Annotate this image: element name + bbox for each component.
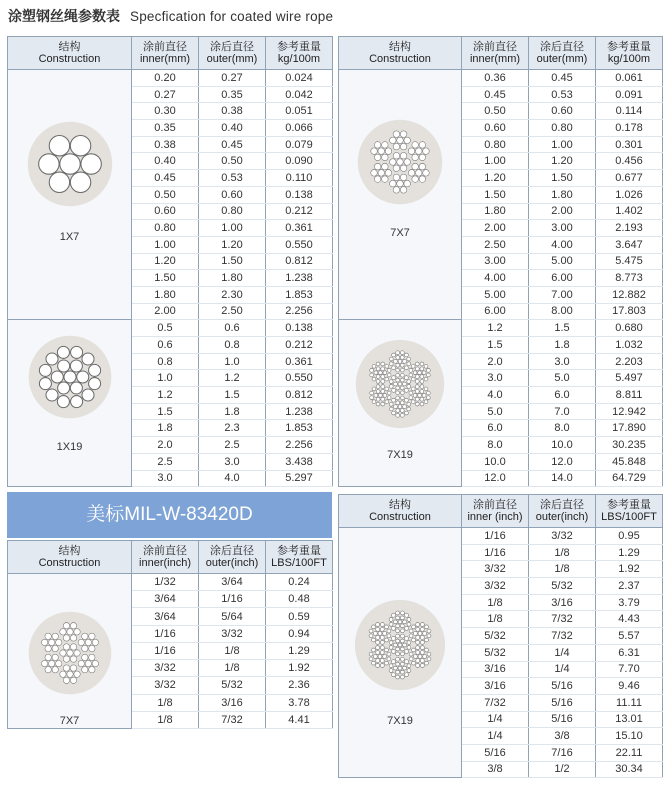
weight-cell: 0.079 [266, 136, 333, 153]
construction-cell [8, 574, 132, 729]
outer-diameter-cell: 1.50 [199, 253, 266, 270]
table-row [8, 574, 333, 591]
title-en: Specfication for coated wire rope [130, 9, 334, 24]
col-inner: 涂前直径 inner(inch) [132, 541, 199, 574]
rope-cross-section-icon [356, 118, 444, 206]
outer-diameter-cell: 7/16 [529, 744, 596, 761]
outer-diameter-cell: 3/64 [199, 574, 266, 591]
weight-cell: 0.178 [596, 120, 663, 137]
inner-diameter-cell: 5.00 [462, 286, 529, 303]
inner-diameter-cell: 3.0 [462, 370, 529, 387]
metric-table-left [7, 36, 333, 487]
inner-diameter-cell: 1/8 [462, 594, 529, 611]
outer-diameter-cell: 6.00 [529, 270, 596, 287]
outer-diameter-cell: 5.00 [529, 253, 596, 270]
construction-label: 7X7 [59, 715, 80, 727]
col-outer: 涂后直径 outer(mm) [529, 37, 596, 70]
table-header-row [339, 37, 663, 70]
outer-diameter-cell: 0.53 [199, 170, 266, 187]
outer-diameter-cell: 7.00 [529, 286, 596, 303]
weight-cell: 1.29 [596, 544, 663, 561]
inner-diameter-cell: 4.0 [462, 387, 529, 404]
weight-cell: 0.051 [266, 103, 333, 120]
rope-cross-section-icon [354, 338, 446, 430]
outer-diameter-cell: 7/32 [199, 711, 266, 728]
outer-diameter-cell: 1/16 [199, 591, 266, 608]
outer-diameter-cell: 1.2 [199, 370, 266, 387]
outer-diameter-cell: 8.0 [529, 420, 596, 437]
weight-cell: 1.402 [596, 203, 663, 220]
rope-cross-section-icon [27, 610, 113, 696]
weight-cell: 6.31 [596, 644, 663, 661]
weight-cell: 0.024 [266, 70, 333, 87]
inner-diameter-cell: 1/8 [132, 694, 199, 711]
inner-diameter-cell: 1.2 [132, 387, 199, 404]
rope-cross-section-icon [27, 334, 113, 420]
inner-diameter-cell: 1.20 [462, 170, 529, 187]
weight-cell: 2.193 [596, 220, 663, 237]
weight-cell: 0.677 [596, 170, 663, 187]
outer-diameter-cell: 6.0 [529, 387, 596, 404]
inner-diameter-cell: 1.00 [462, 153, 529, 170]
inner-diameter-cell: 3/64 [132, 591, 199, 608]
outer-diameter-cell: 1.20 [199, 236, 266, 253]
outer-diameter-cell: 1/8 [529, 561, 596, 578]
inner-diameter-cell: 5/32 [462, 644, 529, 661]
weight-cell: 0.361 [266, 353, 333, 370]
inner-diameter-cell: 3/16 [462, 661, 529, 678]
weight-cell: 2.36 [266, 677, 333, 694]
weight-cell: 13.01 [596, 711, 663, 728]
inner-diameter-cell: 10.0 [462, 453, 529, 470]
weight-cell: 1.92 [266, 660, 333, 677]
weight-cell: 0.090 [266, 153, 333, 170]
weight-cell: 3.79 [596, 594, 663, 611]
us-table-7x7 [7, 540, 333, 729]
weight-cell: 45.848 [596, 453, 663, 470]
weight-cell: 5.497 [596, 370, 663, 387]
inner-diameter-cell: 0.8 [132, 353, 199, 370]
outer-diameter-cell: 1/2 [529, 761, 596, 778]
weight-cell: 0.456 [596, 153, 663, 170]
weight-cell: 5.475 [596, 253, 663, 270]
inner-diameter-cell: 3.00 [462, 253, 529, 270]
weight-cell: 0.110 [266, 170, 333, 187]
inner-diameter-cell: 1.5 [462, 337, 529, 354]
table-row [8, 70, 333, 87]
col-inner: 涂前直径 inner(mm) [132, 37, 199, 70]
inner-diameter-cell: 0.30 [132, 103, 199, 120]
weight-cell: 0.212 [266, 337, 333, 354]
weight-cell: 2.37 [596, 578, 663, 595]
weight-cell: 22.11 [596, 744, 663, 761]
metric-table-right [338, 36, 663, 487]
weight-cell: 3.438 [266, 453, 333, 470]
us-table-7x19 [338, 494, 663, 778]
inner-diameter-cell: 5.0 [462, 403, 529, 420]
inner-diameter-cell: 0.35 [132, 120, 199, 137]
col-outer: 涂后直径 outer(inch) [529, 495, 596, 528]
inner-diameter-cell: 0.50 [462, 103, 529, 120]
inner-diameter-cell: 3/64 [132, 608, 199, 625]
table-header-row [8, 541, 333, 574]
inner-diameter-cell: 6.00 [462, 303, 529, 320]
outer-diameter-cell: 7.0 [529, 403, 596, 420]
outer-diameter-cell: 1/8 [199, 642, 266, 659]
outer-diameter-cell: 0.45 [199, 136, 266, 153]
inner-diameter-cell: 0.20 [132, 70, 199, 87]
inner-diameter-cell: 1.0 [132, 370, 199, 387]
weight-cell: 1.238 [266, 270, 333, 287]
outer-diameter-cell: 5/16 [529, 694, 596, 711]
table-row [8, 320, 333, 337]
weight-cell: 30.34 [596, 761, 663, 778]
inner-diameter-cell: 2.00 [132, 303, 199, 320]
outer-diameter-cell: 5/64 [199, 608, 266, 625]
title-cn: 涂塑钢丝绳参数表 [8, 8, 120, 24]
outer-diameter-cell: 0.80 [199, 203, 266, 220]
col-construction: 结构 Construction [8, 37, 132, 70]
construction-label: 7X19 [387, 449, 413, 462]
outer-diameter-cell: 1.00 [199, 220, 266, 237]
construction-cell [8, 320, 132, 487]
inner-diameter-cell: 3/32 [132, 677, 199, 694]
weight-cell: 2.203 [596, 353, 663, 370]
weight-cell: 0.212 [266, 203, 333, 220]
weight-cell: 15.10 [596, 728, 663, 745]
inner-diameter-cell: 3.0 [132, 470, 199, 487]
weight-cell: 0.138 [266, 320, 333, 337]
weight-cell: 0.550 [266, 370, 333, 387]
rope-cross-section-icon [353, 598, 447, 692]
outer-diameter-cell: 2.00 [529, 203, 596, 220]
inner-diameter-cell: 0.45 [462, 86, 529, 103]
outer-diameter-cell: 5/16 [529, 678, 596, 695]
outer-diameter-cell: 12.0 [529, 453, 596, 470]
outer-diameter-cell: 3/32 [199, 625, 266, 642]
outer-diameter-cell: 1/4 [529, 644, 596, 661]
inner-diameter-cell: 0.60 [462, 120, 529, 137]
weight-cell: 1.026 [596, 186, 663, 203]
inner-diameter-cell: 0.80 [132, 220, 199, 237]
weight-cell: 0.24 [266, 574, 333, 591]
inner-diameter-cell: 4.00 [462, 270, 529, 287]
col-weight: 参考重量 kg/100m [266, 37, 333, 70]
inner-diameter-cell: 1/16 [132, 625, 199, 642]
inner-diameter-cell: 0.38 [132, 136, 199, 153]
weight-cell: 1.29 [266, 642, 333, 659]
inner-diameter-cell: 0.27 [132, 86, 199, 103]
outer-diameter-cell: 3/32 [529, 528, 596, 545]
outer-diameter-cell: 1/8 [199, 660, 266, 677]
outer-diameter-cell: 0.60 [199, 186, 266, 203]
table-header-row [8, 37, 333, 70]
construction-label: 7X19 [387, 715, 413, 727]
inner-diameter-cell: 1/4 [462, 728, 529, 745]
inner-diameter-cell: 3/16 [462, 678, 529, 695]
outer-diameter-cell: 4.0 [199, 470, 266, 487]
weight-cell: 0.812 [266, 253, 333, 270]
weight-cell: 0.94 [266, 625, 333, 642]
weight-cell: 0.48 [266, 591, 333, 608]
inner-diameter-cell: 1.80 [462, 203, 529, 220]
col-weight: 参考重量 kg/100m [596, 37, 663, 70]
inner-diameter-cell: 3/32 [132, 660, 199, 677]
inner-diameter-cell: 0.50 [132, 186, 199, 203]
inner-diameter-cell: 3/8 [462, 761, 529, 778]
weight-cell: 0.114 [596, 103, 663, 120]
col-weight: 参考重量 LBS/100FT [596, 495, 663, 528]
weight-cell: 0.301 [596, 136, 663, 153]
weight-cell: 12.882 [596, 286, 663, 303]
table-row [339, 70, 663, 87]
outer-diameter-cell: 1.8 [199, 403, 266, 420]
weight-cell: 2.256 [266, 303, 333, 320]
weight-cell: 4.41 [266, 711, 333, 728]
weight-cell: 12.942 [596, 403, 663, 420]
weight-cell: 1.853 [266, 286, 333, 303]
weight-cell: 64.729 [596, 470, 663, 487]
outer-diameter-cell: 4.00 [529, 236, 596, 253]
outer-diameter-cell: 14.0 [529, 470, 596, 487]
inner-diameter-cell: 1/16 [462, 544, 529, 561]
col-outer: 涂后直径 outer(mm) [199, 37, 266, 70]
inner-diameter-cell: 0.6 [132, 337, 199, 354]
outer-diameter-cell: 3.0 [199, 453, 266, 470]
outer-diameter-cell: 7/32 [529, 611, 596, 628]
inner-diameter-cell: 1/32 [132, 574, 199, 591]
col-construction: 结构 Construction [339, 495, 462, 528]
col-inner: 涂前直径 inner(mm) [462, 37, 529, 70]
outer-diameter-cell: 1.5 [529, 320, 596, 337]
outer-diameter-cell: 1.80 [529, 186, 596, 203]
inner-diameter-cell: 7/32 [462, 694, 529, 711]
outer-diameter-cell: 0.60 [529, 103, 596, 120]
weight-cell: 1.92 [596, 561, 663, 578]
inner-diameter-cell: 0.36 [462, 70, 529, 87]
outer-diameter-cell: 0.27 [199, 70, 266, 87]
outer-diameter-cell: 3/16 [199, 694, 266, 711]
weight-cell: 0.361 [266, 220, 333, 237]
inner-diameter-cell: 0.40 [132, 153, 199, 170]
table-row [339, 528, 663, 545]
outer-diameter-cell: 2.30 [199, 286, 266, 303]
outer-diameter-cell: 1.20 [529, 153, 596, 170]
inner-diameter-cell: 0.45 [132, 170, 199, 187]
outer-diameter-cell: 5/32 [199, 677, 266, 694]
weight-cell: 11.11 [596, 694, 663, 711]
weight-cell: 0.812 [266, 387, 333, 404]
inner-diameter-cell: 1.8 [132, 420, 199, 437]
outer-diameter-cell: 8.00 [529, 303, 596, 320]
col-outer: 涂后直径 outer(inch) [199, 541, 266, 574]
outer-diameter-cell: 0.35 [199, 86, 266, 103]
inner-diameter-cell: 12.0 [462, 470, 529, 487]
col-construction: 结构 Construction [339, 37, 462, 70]
inner-diameter-cell: 8.0 [462, 437, 529, 454]
inner-diameter-cell: 1.50 [462, 186, 529, 203]
inner-diameter-cell: 1/8 [132, 711, 199, 728]
outer-diameter-cell: 7/32 [529, 628, 596, 645]
weight-cell: 7.70 [596, 661, 663, 678]
construction-label: 1X19 [56, 441, 83, 454]
outer-diameter-cell: 0.38 [199, 103, 266, 120]
inner-diameter-cell: 0.60 [132, 203, 199, 220]
outer-diameter-cell: 5/32 [529, 578, 596, 595]
outer-diameter-cell: 1/4 [529, 661, 596, 678]
construction-label: 1X7 [59, 231, 80, 243]
inner-diameter-cell: 3/32 [462, 578, 529, 595]
construction-cell [339, 70, 462, 320]
weight-cell: 8.773 [596, 270, 663, 287]
outer-diameter-cell: 1.0 [199, 353, 266, 370]
outer-diameter-cell: 0.45 [529, 70, 596, 87]
weight-cell: 2.256 [266, 437, 333, 454]
construction-label: 7X7 [390, 227, 410, 239]
outer-diameter-cell: 1.8 [529, 337, 596, 354]
weight-cell: 9.46 [596, 678, 663, 695]
outer-diameter-cell: 1.80 [199, 270, 266, 287]
weight-cell: 1.032 [596, 337, 663, 354]
weight-cell: 0.091 [596, 86, 663, 103]
us-standard-banner: 美标MIL-W-83420D [7, 492, 332, 538]
weight-cell: 0.680 [596, 320, 663, 337]
inner-diameter-cell: 1/8 [462, 611, 529, 628]
outer-diameter-cell: 2.5 [199, 437, 266, 454]
outer-diameter-cell: 5/16 [529, 711, 596, 728]
rope-cross-section-icon [26, 120, 114, 208]
outer-diameter-cell: 3.00 [529, 220, 596, 237]
weight-cell: 1.238 [266, 403, 333, 420]
weight-cell: 0.138 [266, 186, 333, 203]
inner-diameter-cell: 1/4 [462, 711, 529, 728]
inner-diameter-cell: 2.0 [462, 353, 529, 370]
weight-cell: 30.235 [596, 437, 663, 454]
outer-diameter-cell: 5.0 [529, 370, 596, 387]
weight-cell: 0.59 [266, 608, 333, 625]
weight-cell: 1.853 [266, 420, 333, 437]
outer-diameter-cell: 0.53 [529, 86, 596, 103]
inner-diameter-cell: 2.0 [132, 437, 199, 454]
weight-cell: 3.647 [596, 236, 663, 253]
outer-diameter-cell: 2.50 [199, 303, 266, 320]
inner-diameter-cell: 5/32 [462, 628, 529, 645]
outer-diameter-cell: 1/8 [529, 544, 596, 561]
col-construction: 结构 Construction [8, 541, 132, 574]
construction-cell [339, 528, 462, 778]
inner-diameter-cell: 6.0 [462, 420, 529, 437]
weight-cell: 0.95 [596, 528, 663, 545]
inner-diameter-cell: 2.00 [462, 220, 529, 237]
outer-diameter-cell: 0.80 [529, 120, 596, 137]
inner-diameter-cell: 0.80 [462, 136, 529, 153]
table-row [339, 320, 663, 337]
outer-diameter-cell: 0.40 [199, 120, 266, 137]
weight-cell: 3.78 [266, 694, 333, 711]
inner-diameter-cell: 2.5 [132, 453, 199, 470]
weight-cell: 5.297 [266, 470, 333, 487]
outer-diameter-cell: 0.8 [199, 337, 266, 354]
outer-diameter-cell: 0.6 [199, 320, 266, 337]
weight-cell: 17.803 [596, 303, 663, 320]
inner-diameter-cell: 1.5 [132, 403, 199, 420]
outer-diameter-cell: 3/16 [529, 594, 596, 611]
outer-diameter-cell: 0.50 [199, 153, 266, 170]
construction-cell [8, 70, 132, 320]
inner-diameter-cell: 1/16 [462, 528, 529, 545]
inner-diameter-cell: 1.00 [132, 236, 199, 253]
outer-diameter-cell: 1.5 [199, 387, 266, 404]
weight-cell: 8.811 [596, 387, 663, 404]
inner-diameter-cell: 1.50 [132, 270, 199, 287]
outer-diameter-cell: 1.00 [529, 136, 596, 153]
outer-diameter-cell: 2.3 [199, 420, 266, 437]
outer-diameter-cell: 1.50 [529, 170, 596, 187]
weight-cell: 17.890 [596, 420, 663, 437]
inner-diameter-cell: 1.80 [132, 286, 199, 303]
page-title [8, 6, 333, 26]
inner-diameter-cell: 5/16 [462, 744, 529, 761]
outer-diameter-cell: 10.0 [529, 437, 596, 454]
weight-cell: 0.066 [266, 120, 333, 137]
weight-cell: 0.042 [266, 86, 333, 103]
col-inner: 涂前直径 inner (inch) [462, 495, 529, 528]
inner-diameter-cell: 1/16 [132, 642, 199, 659]
inner-diameter-cell: 3/32 [462, 561, 529, 578]
outer-diameter-cell: 3.0 [529, 353, 596, 370]
weight-cell: 5.57 [596, 628, 663, 645]
inner-diameter-cell: 0.5 [132, 320, 199, 337]
inner-diameter-cell: 1.20 [132, 253, 199, 270]
construction-cell [339, 320, 462, 487]
weight-cell: 4.43 [596, 611, 663, 628]
outer-diameter-cell: 3/8 [529, 728, 596, 745]
weight-cell: 0.550 [266, 236, 333, 253]
inner-diameter-cell: 2.50 [462, 236, 529, 253]
weight-cell: 0.061 [596, 70, 663, 87]
col-weight: 参考重量 LBS/100FT [266, 541, 333, 574]
inner-diameter-cell: 1.2 [462, 320, 529, 337]
table-header-row [339, 495, 663, 528]
